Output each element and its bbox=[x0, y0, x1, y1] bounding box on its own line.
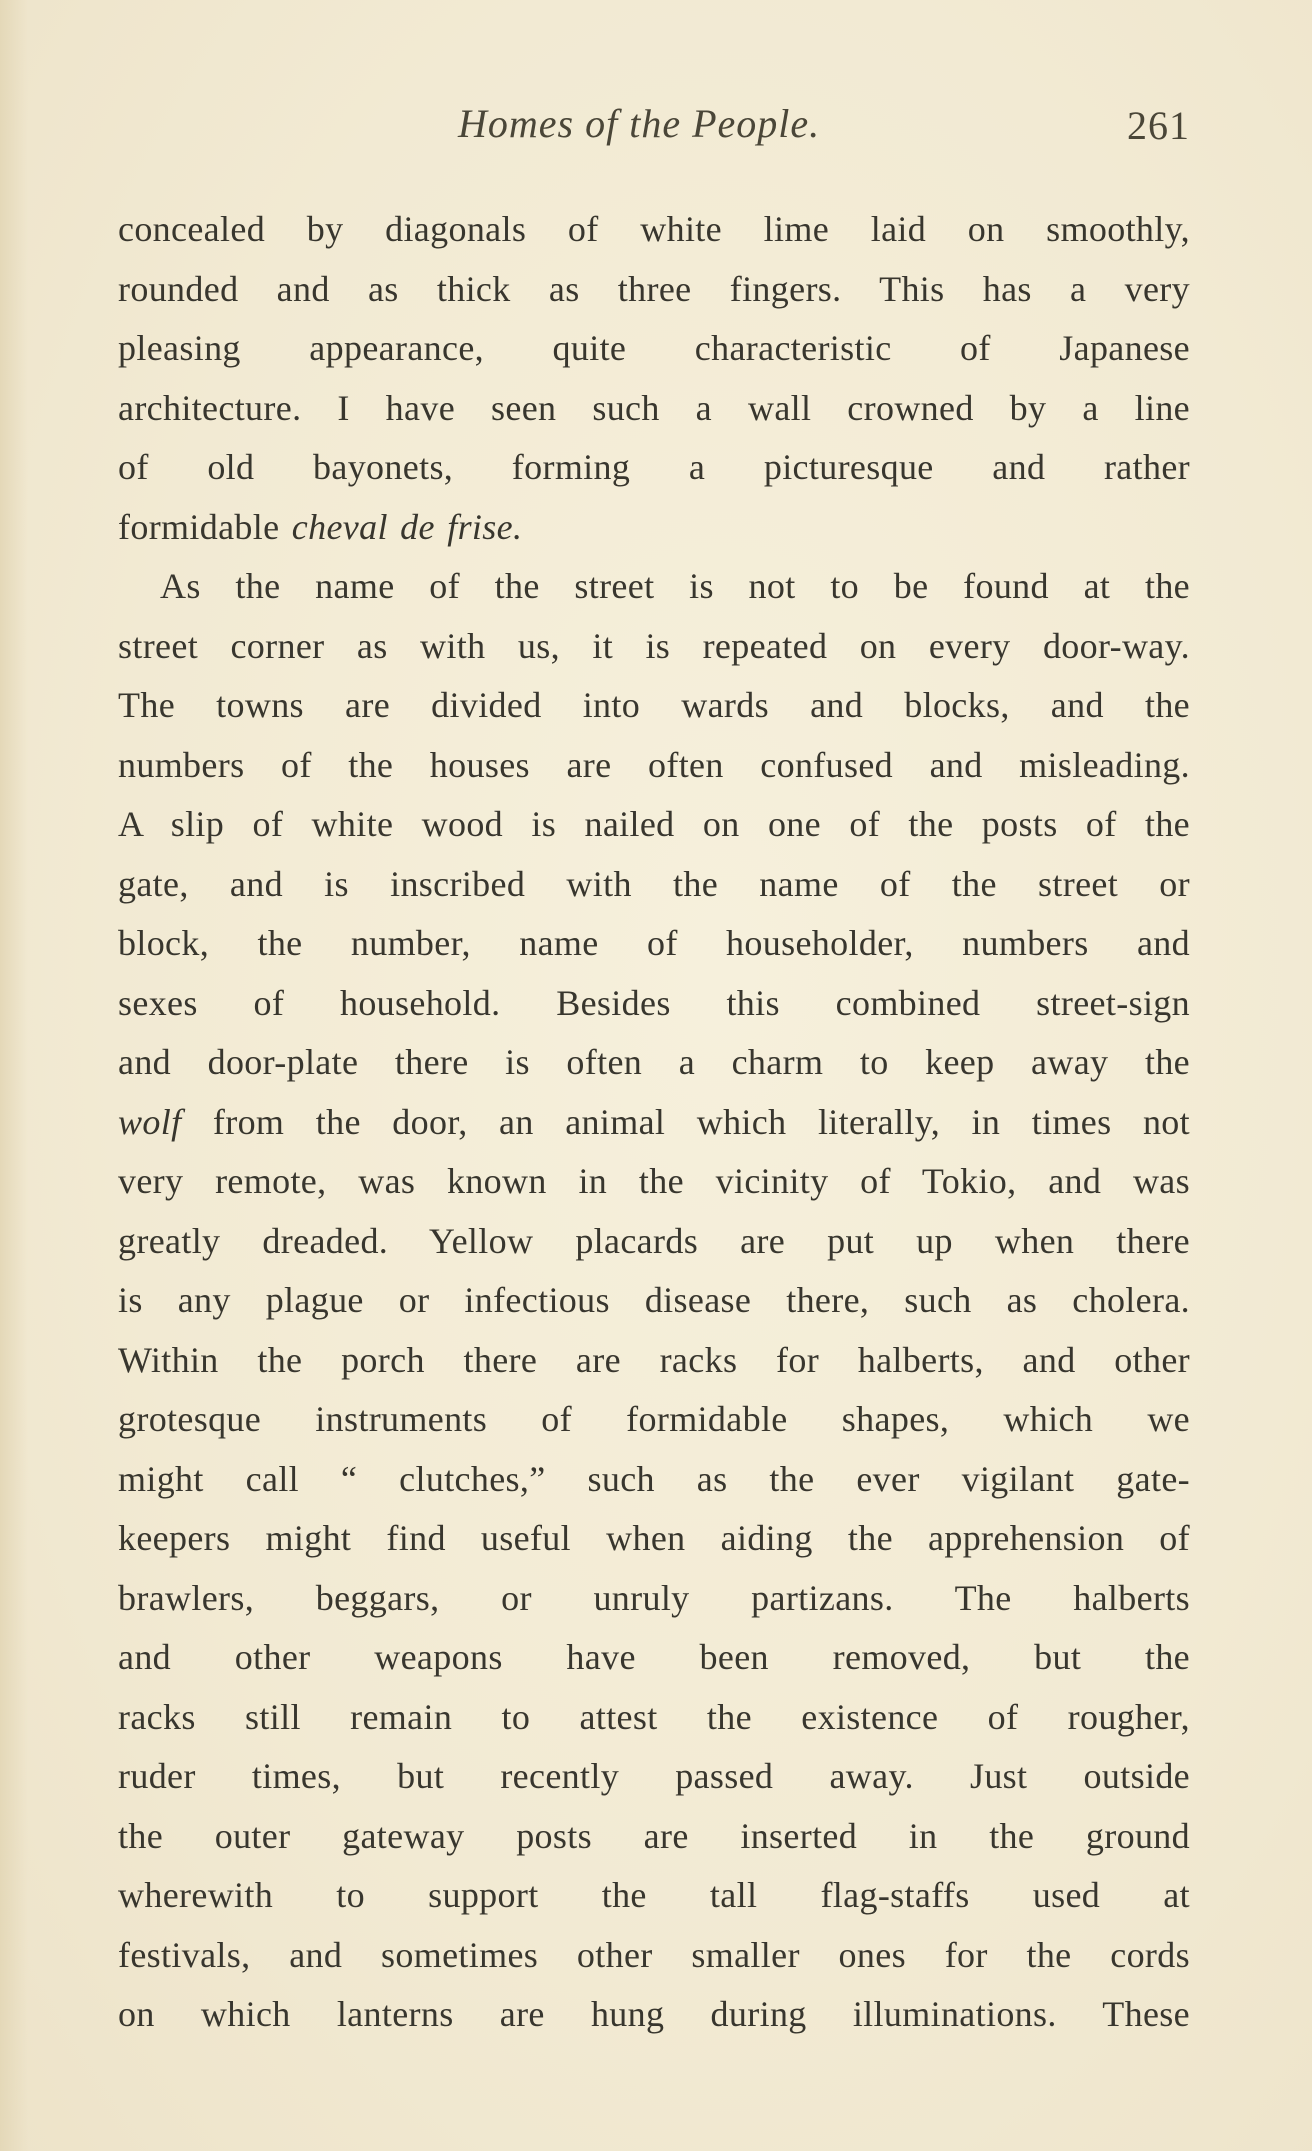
italic-word: wolf bbox=[118, 1101, 182, 1142]
text-line: Within the porch there are racks for halberts, and other bbox=[118, 1339, 1190, 1380]
text-line: As the name of the street is not to be found at the bbox=[160, 566, 1190, 606]
text-line: and other weapons have been removed, but the bbox=[118, 1637, 1190, 1677]
text-line: A slip of white wood is nailed on one of the posts of the bbox=[118, 804, 1190, 844]
page-number: 261 bbox=[1127, 103, 1190, 148]
text-line: sexes of household. Besides this combined street-sign bbox=[118, 982, 1190, 1023]
text-line: of old bayonets, forming a picturesque and rather bbox=[118, 447, 1190, 487]
text-line: brawlers, beggars, or unruly partizans. The halberts bbox=[118, 1577, 1190, 1618]
page-gutter-shadow bbox=[0, 0, 28, 2151]
text-line: concealed by diagonals of white lime laid on smoothly, bbox=[118, 209, 1190, 249]
text-line bbox=[118, 1093, 1190, 1153]
text-line: pleasing appearance, quite characteristic of Japanese bbox=[118, 328, 1190, 368]
text-line: might call “ clutches,” such as the ever vigilant gate- bbox=[118, 1458, 1190, 1499]
italic-phrase: cheval de frise. bbox=[291, 506, 523, 547]
text-line: wherewith to support the tall flag-staffs used at bbox=[118, 1875, 1190, 1915]
text-segment: formidable bbox=[118, 506, 292, 547]
text-line: ruder times, but recently passed away. Just outside bbox=[118, 1756, 1190, 1796]
text-line: numbers of the houses are often confused and misleading. bbox=[118, 744, 1190, 785]
running-header bbox=[118, 100, 1190, 160]
text-line: greatly dreaded. Yellow placards are put up when there bbox=[118, 1220, 1190, 1261]
text-line bbox=[118, 498, 1190, 558]
text-line: gate, and is inscribed with the name of the street or bbox=[118, 863, 1190, 904]
text-line: on which lanterns are hung during illuminations. These bbox=[118, 1994, 1190, 2034]
text-line: is any plague or infectious disease there, such as cholera. bbox=[118, 1280, 1190, 1320]
text-line: architecture. I have seen such a wall crowned by a line bbox=[118, 387, 1190, 428]
text-segment: from the door, an animal which literally, in times not bbox=[181, 1101, 1190, 1142]
text-line: street corner as with us, it is repeated on every door-way. bbox=[118, 625, 1190, 666]
text-line: festivals, and sometimes other smaller ones for the cords bbox=[118, 1934, 1190, 1975]
running-title: Homes of the People. bbox=[458, 101, 821, 146]
text-line: racks still remain to attest the existence of rougher, bbox=[118, 1696, 1190, 1737]
text-line: and door-plate there is often a charm to keep away the bbox=[118, 1042, 1190, 1082]
text-line: grotesque instruments of formidable shapes, which we bbox=[118, 1399, 1190, 1439]
text-line: the outer gateway posts are inserted in the ground bbox=[118, 1815, 1190, 1856]
text-line: very remote, was known in the vicinity of Tokio, and was bbox=[118, 1161, 1190, 1201]
text-line: rounded and as thick as three fingers. This has a very bbox=[118, 268, 1190, 309]
text-line: block, the number, name of householder, numbers and bbox=[118, 923, 1190, 963]
body-text bbox=[118, 200, 1190, 2045]
text-line: keepers might find useful when aiding the apprehension of bbox=[118, 1518, 1190, 1558]
text-line: The towns are divided into wards and blocks, and the bbox=[118, 685, 1190, 725]
